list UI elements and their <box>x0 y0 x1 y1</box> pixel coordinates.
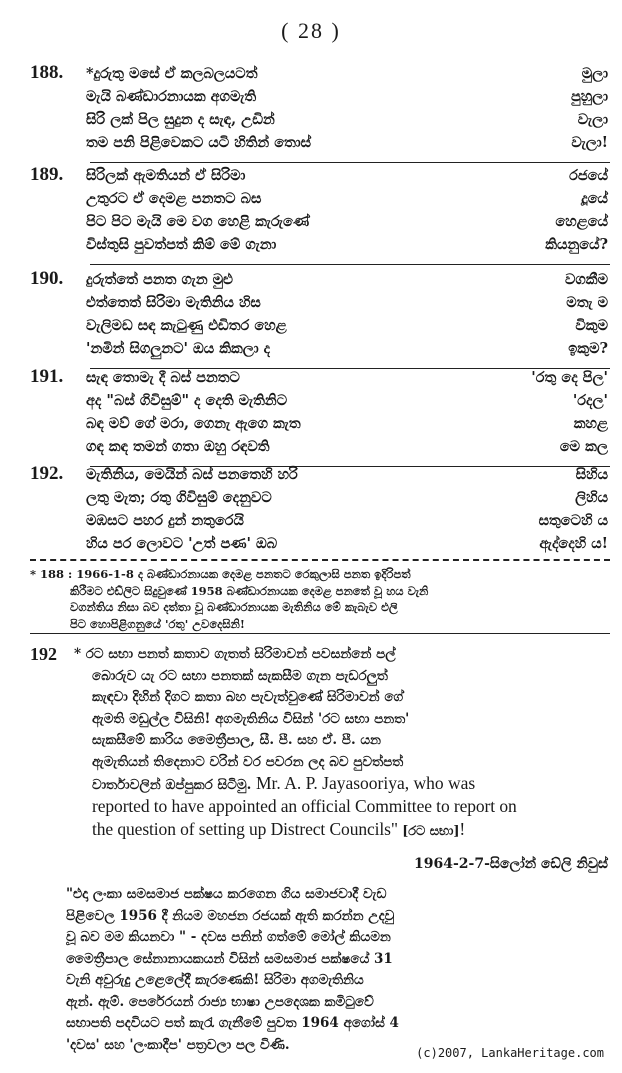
english-inline: Mr. A. P. Jayasooriya, who was <box>256 773 476 793</box>
verse-line-end: විකුම <box>575 317 608 334</box>
verse-line <box>86 131 608 154</box>
verse-line-text: වැලිමඩ සඳ කැටුණු එඩිතර හෙළ <box>86 317 287 334</box>
verse-line-end: රජයේ <box>569 167 608 184</box>
verse-line-end: වැලා! <box>571 134 608 151</box>
note-line-mixed <box>30 773 612 795</box>
verse-line <box>86 233 608 256</box>
english-line-tail <box>30 818 612 841</box>
news-source: 1964-2-7-සිලෝන් ඩේලි නිවුස් <box>414 856 608 872</box>
note-line: වාර්තාවලින් ඔප්පුකර සිටිමු. <box>92 777 252 793</box>
verse-line-end: මුලා <box>581 65 608 82</box>
quote-line: සභාපති පදවියට පත් කැරැ ගැනීමේ පුවත 1964 අගෝස් 4 <box>66 1015 399 1031</box>
footnote-line: කිරීමට එඩ්ලිට සිදුවුණේ 1958 බණ්ඩාරනායක දෙමළ පනතේ වූ හය වැනි <box>70 583 429 598</box>
footnote-line: පිට හොපිළිගනුයේ 'රතු' උවදෙසිනි! <box>70 616 245 631</box>
verse-line-text: උතුරට ඒ දෙමළ පනතට බස <box>86 190 262 207</box>
verse-line <box>86 366 608 389</box>
verse-line-text: *දුරුතු මසේ ඒ කලබලයටත් <box>86 65 258 82</box>
verse-line <box>86 187 608 210</box>
quote-block <box>66 884 614 1056</box>
verse-line <box>86 291 608 314</box>
verse-line <box>86 164 608 187</box>
verse-line-end: සිහිය <box>575 466 608 483</box>
verse-number: 191. <box>30 366 64 387</box>
verse-line <box>86 210 608 233</box>
verse-line-end: කියනුයේ? <box>545 236 608 253</box>
verse-line-text: සිරි ලක් පිල සුදුන ද සැඳ, උඩින් <box>86 111 275 128</box>
quote-line: "එදා ලංකා සමසමාජ පක්ෂය කරගෙන ගිය සමාජවාදී වැඩ <box>66 886 387 902</box>
verse-line-end: 'රදල' <box>572 392 608 409</box>
verse-line-text: මැයි බණ්ඩාරනායක අගමැති <box>86 88 257 105</box>
verse-line-end: මෙ කල <box>559 438 608 455</box>
note-number: 192 <box>30 644 57 664</box>
verse-number: 189. <box>30 164 64 185</box>
verse-line <box>86 463 608 486</box>
note-line: * රට සභා පනත් කතාව ගැතත් සිරිමාවන් පවසන්නේ පල් <box>74 646 396 662</box>
verse-line-end: දූයේ <box>581 190 608 207</box>
verse-line-text: දුරුත්තේ පනත ගැන මුළු <box>86 271 233 288</box>
verse-line-end: කහළ <box>573 415 608 432</box>
english-tail-end: ! <box>459 818 466 839</box>
verse-line <box>86 314 608 337</box>
verse-divider <box>90 162 610 163</box>
verse-line-end: වගකීම <box>565 271 608 288</box>
verse-line-text: එත්තෙත් සිරිමා මැතිනිය හිස <box>86 294 261 311</box>
verse-line-end: 'රතු දෙ පිල' <box>531 369 608 386</box>
verse-line-text: අද "බස් ගිවිසුම්" ද දෙති මැතිනිට <box>86 392 288 409</box>
page-number: ( 28 ) <box>281 18 341 43</box>
verse-line <box>86 108 608 131</box>
verse-line-text: ලතු මැත; රතු ගිවිසුම් දෙනුවට <box>86 489 272 506</box>
verse-line <box>86 412 608 435</box>
verse-line-end: ඇද්දෙහි ය! <box>539 535 608 552</box>
note-line: ඇමති මඩුල්ල විසිනි! අගමැතිනිය විසින් 'රට සභා පනත' <box>92 710 410 727</box>
quote-line: වූ බව මම කියනවා " - දවස පනින් ගත්මේ මෝල් කියමන <box>66 929 391 945</box>
note-line: සැකසීමේ කාරිය මෛත්‍රීපාල, සී. පී. සහ ඒ. පී. යන <box>92 732 382 748</box>
verse-line <box>86 337 608 360</box>
verse-line-text: ගඳ කඳ තමන් ගතා ඔහු රඳවති <box>86 438 270 455</box>
verse-line-end: පුහුලා <box>570 88 608 105</box>
quote-line: පිළිවෙල 1956 දී නියම මහජන රජයක් ඇති කරන්න උදවු <box>66 907 395 924</box>
verse-number: 192. <box>30 463 64 484</box>
quote-line: 'දවස' සහ 'ලංකාදීප' පත්‍රවලා පල විණි. <box>66 1036 290 1053</box>
verse-line <box>86 435 608 458</box>
verse-line <box>86 532 608 555</box>
verse-line-text: මැතිනිය, මෙයින් බස් පනතෙහි හරි <box>86 466 298 483</box>
verse-line-text: විස්තුසි පුවත්පත් කිම් මේ ගැනා <box>86 236 277 253</box>
verse-line-text: හිය පර ලොවට 'උත් පණ' ඔබ <box>86 535 278 552</box>
note-line: ඇමැතියන් තිදෙනාට වරින් වර පවරන ලද බව පුවත්පත් <box>92 753 404 770</box>
verse-line-text: සිරිලක් ඇමතියන් ඒ සිරිමා <box>86 167 246 184</box>
verse-line-end: සතුටෙහි ය <box>538 512 608 529</box>
verse-line <box>86 486 608 509</box>
verse-line-text: තම පනි පිළිවෙකට යටි හිතින් තොස් <box>86 134 312 151</box>
verse-line-text: මඹසට පහර දුන් නතුරෙයි <box>86 512 244 529</box>
quote-line: මෛත්‍රීපාල සේනානායකයන් විසින් සමසමාජ පක්ෂයේ 31 <box>66 950 393 967</box>
footnote-line: වගන්තිය නිසා බව දත්තා වූ බණ්ඩාරනායක මැතිනිය මේ කැබැව එලි <box>70 600 398 614</box>
verse-line-end: ඉකුම? <box>568 340 608 357</box>
verse-line-end: මතැ ම <box>566 294 608 311</box>
note-line: කැඳවා දිහින් දිගට කතා බහ පැවැත්වුණේ සිරිමාවන් ගේ <box>92 689 404 705</box>
english-line: the question of setting up Distrect Councils" <box>92 818 398 839</box>
quote-line: ඇන්. ඇම්. පෙරේරයන් රාජ්‍ය භාෂා උපදෙශක කමිටුවේ <box>66 993 374 1010</box>
copyright-notice: (c)2007, LankaHeritage.com <box>416 1046 604 1060</box>
verse-line-end: ලිහිය <box>575 489 608 506</box>
verse-line-text: සැඳ තොමැ දී බස් පනතට <box>86 369 240 386</box>
footnote <box>30 566 610 632</box>
verse-divider <box>90 264 610 265</box>
verse-number: 188. <box>30 62 64 83</box>
english-tail-sinhala: [රට සභා] <box>402 823 460 839</box>
verse-line-text: පිට පිට මැයි මෙ වග හෙළි කැරුණේ <box>86 213 310 230</box>
verse-line <box>86 268 608 291</box>
verse-line-end: වැලා <box>577 111 608 128</box>
note-line: බොරුව යැ රට සභා පනතක් සැකසීම ගැන පැඩරලුත් <box>92 667 388 684</box>
verse-line <box>86 62 608 85</box>
english-line: reported to have appointed an official Committee to report on <box>92 795 517 816</box>
verse-line <box>86 389 608 412</box>
footnote-divider <box>30 559 610 561</box>
verse-number: 190. <box>30 268 64 289</box>
verse-line-text: 'නමින් සිගලුනට' ඔය කිකලා ද <box>86 340 271 357</box>
note-192 <box>30 644 612 841</box>
verse-line <box>86 509 608 532</box>
verse-line-end: හෙළයේ <box>555 213 608 230</box>
verse-line <box>86 85 608 108</box>
quote-line: වැනි අවුරුදු උළෙලේදී කැරණෙකි! සිරිමා අගමැතිනිය <box>66 972 364 988</box>
verse-line-text: බඳ මව් ගේ මරා, ගෙනැ ඇගෙ කැත <box>86 415 301 432</box>
note-divider <box>30 633 610 634</box>
footnote-line: * 188 : 1966-1-8 ද බණ්ඩාරනායක දෙමළ පනතට රෙකුලාසි පනත ඉදිරිපත් <box>30 567 411 581</box>
